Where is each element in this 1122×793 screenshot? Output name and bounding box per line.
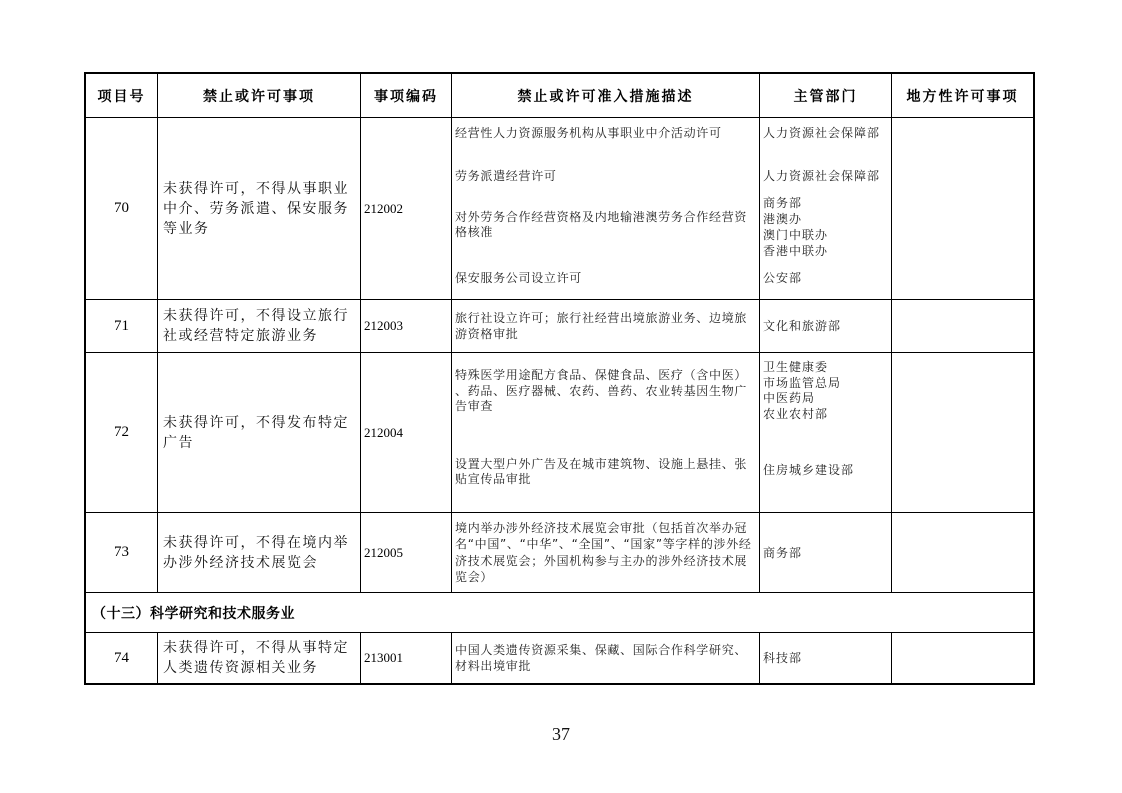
item-line: 办涉外经济技术展览会 — [163, 554, 318, 571]
department-list — [760, 195, 891, 259]
measure-description — [452, 210, 759, 240]
department-name: 人力资源社会保障部 — [763, 169, 881, 183]
description-line: 保安服务公司设立许可 — [455, 271, 583, 285]
department-name: 公安部 — [763, 271, 803, 285]
item-code: 213001 — [361, 633, 452, 683]
description-line: 格核准 — [455, 225, 494, 239]
description-line: 对外劳务合作经营资格及内地输港澳劳务合作经营资 — [455, 210, 748, 224]
item-text — [158, 179, 349, 239]
measure-description — [452, 310, 749, 342]
item-number: 74 — [86, 633, 158, 683]
description-line: 劳务派遣经营许可 — [455, 169, 557, 183]
department-cell — [760, 633, 892, 683]
description-line: 中国人类遗传资源采集、保藏、国际合作科学研究、 — [455, 643, 748, 657]
department-list — [760, 545, 802, 561]
local-permit-cell — [892, 633, 1033, 683]
description-line: 旅行社设立许可；旅行社经营出境旅游业务、边境旅 — [455, 311, 748, 325]
item-text — [158, 533, 349, 573]
permit-table — [84, 72, 1035, 685]
department-name: 中医药局 — [763, 391, 816, 406]
item-line: 人类遗传资源相关业务 — [163, 660, 318, 676]
page-number: 37 — [552, 724, 570, 744]
measure-description — [452, 457, 759, 487]
department-name: 科技部 — [763, 651, 803, 665]
description-line: 名“中国”、“中华”、“全国”、“国家”等字样的涉外经 — [455, 537, 752, 551]
header-measure-description: 禁止或许可准入措施描述 — [452, 74, 760, 117]
item-number: 71 — [86, 300, 158, 352]
department-name: 澳门中联办 — [763, 228, 829, 242]
description-line: 、药品、医疗器械、农药、兽药、农业转基因生物广 — [455, 383, 748, 398]
table-row — [86, 513, 1033, 593]
measure-description-cell — [452, 300, 760, 352]
header-local-permit: 地方性许可事项 — [906, 88, 1019, 105]
item-line: 未获得许可，不得在境内举 — [163, 534, 349, 551]
item-text — [158, 306, 349, 346]
local-permit-cell — [892, 300, 1033, 352]
item-code: 212005 — [361, 513, 452, 592]
department-name: 人力资源社会保障部 — [763, 126, 881, 140]
item-text — [158, 638, 349, 678]
table-row — [86, 118, 1033, 300]
description-line: 设置大型户外广告及在城市建筑物、设施上悬挂、张 — [455, 457, 748, 471]
local-permit-cell — [892, 353, 1033, 512]
item-line: 中介、劳务派遣、保安服务 — [163, 200, 349, 217]
department-name: 商务部 — [763, 196, 803, 210]
header-code: 事项编码 — [361, 74, 452, 117]
department-name: 香港中联办 — [763, 244, 829, 258]
item-cell — [158, 353, 361, 512]
item-number: 70 — [86, 118, 158, 299]
section-row — [86, 593, 1033, 633]
item-line: 未获得许可，不得从事职业 — [163, 180, 349, 197]
department-name: 农业农村部 — [763, 407, 829, 422]
department-cell — [760, 300, 892, 352]
measure-description — [452, 168, 759, 184]
department-name: 商务部 — [763, 545, 803, 560]
department-list — [760, 360, 891, 423]
department-cell — [760, 353, 892, 512]
item-line: 广告 — [163, 434, 194, 451]
item-line: 未获得许可，不得设立旅行 — [163, 308, 349, 324]
item-cell — [158, 300, 361, 352]
item-line: 社或经营特定旅游业务 — [163, 328, 318, 344]
description-line: 材料出境审批 — [455, 659, 532, 673]
item-line: 未获得许可，不得发布特定 — [163, 414, 349, 431]
department-list — [760, 318, 841, 334]
item-code: 212004 — [361, 353, 452, 512]
department-list — [760, 168, 891, 184]
measure-description-cell — [452, 513, 760, 592]
item-number: 73 — [86, 513, 158, 592]
measure-description — [452, 125, 759, 141]
item-line: 等业务 — [163, 220, 210, 237]
department-cell — [760, 513, 892, 592]
item-line: 未获得许可，不得从事特定 — [163, 640, 349, 656]
item-code: 212003 — [361, 300, 452, 352]
description-line: 贴宣传品审批 — [455, 472, 532, 486]
description-line: 境内举办涉外经济技术展览会审批（包括首次举办冠 — [455, 520, 748, 535]
department-name: 卫生健康委 — [763, 360, 829, 374]
item-text — [158, 413, 349, 453]
local-permit-cell — [892, 118, 1033, 299]
table-row — [86, 300, 1033, 353]
local-permit-cell — [892, 513, 1033, 592]
section-heading: （十三）科学研究和技术服务业 — [92, 605, 295, 622]
department-list — [760, 462, 891, 478]
department-list — [760, 125, 891, 141]
department-name: 市场监管总局 — [763, 375, 842, 390]
measure-description — [452, 368, 759, 415]
item-cell — [158, 118, 361, 299]
department-name: 文化和旅游部 — [763, 319, 842, 333]
table-row — [86, 633, 1033, 683]
item-number: 72 — [86, 353, 158, 512]
measure-description-cell — [452, 353, 760, 512]
description-line: 览会） — [455, 570, 494, 584]
department-cell — [760, 118, 892, 299]
description-line: 济技术展览会；外国机构参与主办的涉外经济技术展 — [455, 553, 748, 568]
description-line: 特殊医学用途配方食品、保健食品、医疗（含中医） — [455, 368, 748, 382]
measure-description — [452, 642, 749, 674]
item-code: 212002 — [361, 118, 452, 299]
department-name: 住房城乡建设部 — [763, 463, 855, 477]
department-name: 港澳办 — [763, 212, 803, 226]
header-department: 主管部门 — [760, 74, 892, 117]
header-item-number: 项目号 — [86, 74, 158, 117]
department-list — [760, 650, 802, 666]
department-list — [760, 270, 891, 286]
measure-description — [452, 520, 754, 586]
measure-description-cell — [452, 633, 760, 683]
header-item: 禁止或许可事项 — [158, 74, 361, 117]
description-line: 游资格审批 — [455, 327, 519, 341]
table-header-row — [86, 74, 1033, 118]
table-row — [86, 353, 1033, 513]
measure-description — [452, 270, 759, 286]
description-line: 经营性人力资源服务机构从事职业中介活动许可 — [455, 126, 722, 140]
item-cell — [158, 633, 361, 683]
measure-description-cell — [452, 118, 760, 299]
description-line: 告审查 — [455, 399, 494, 413]
item-cell — [158, 513, 361, 592]
